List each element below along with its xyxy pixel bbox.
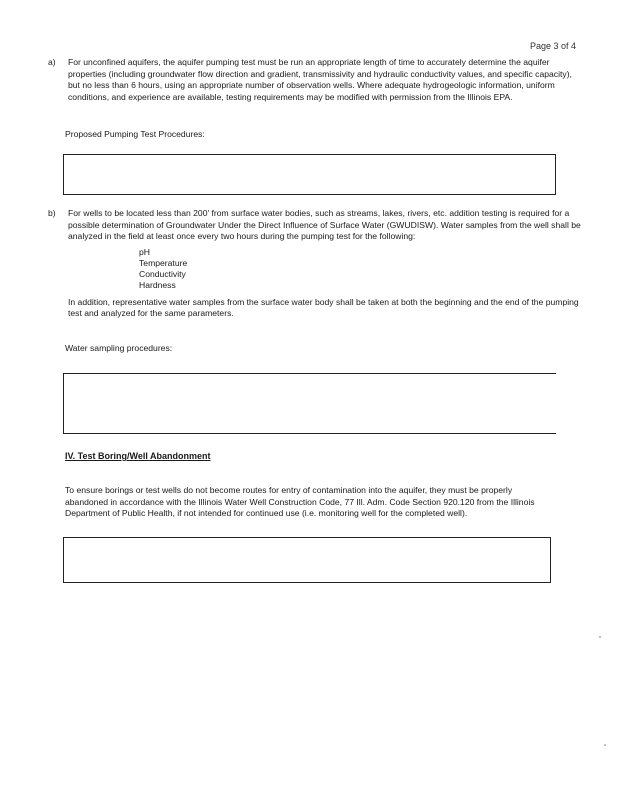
page-number: Page 3 of 4	[529, 41, 576, 51]
item-b-followup: In addition, representative water samples from the surface water body shall be taken at both the beginning and the end of the pumping test and analyzed for the same parameters.	[68, 296, 579, 319]
scan-speck	[599, 636, 601, 638]
water-sampling-prompt: Water sampling procedures:	[65, 343, 173, 353]
item-b-paragraph: For wells to be located less than 200' from surface water bodies, such as streams, lakes, rivers, etc. addition testing is required for a possible determination of Groundwater Under the Direct Influence of Surface Water (GWUDISW). Water samples from the well shall be analyzed in the field at least once every two hours during the pumping test for the following:	[68, 208, 581, 241]
parameter-item: Temperature	[139, 257, 188, 268]
item-b-marker: b)	[48, 208, 56, 218]
section-iv-text: To ensure borings or test wells do not become routes for entry of contamination into the aquifer, they must be properly abandoned in accordance with the Illinois Water Well Construction Code, 77 Ill. Adm. Code Section 920.120 from the Illinois Department of Public Health, if not intended for continued use (i.e. monitoring well for the completed well).	[65, 485, 535, 518]
item-a-marker: a)	[48, 57, 56, 67]
scan-speck	[604, 744, 606, 746]
parameter-item: Hardness	[139, 280, 176, 291]
section-iv-title: IV. Test Boring/Well Abandonment	[65, 451, 211, 461]
parameter-item: Conductivity	[139, 269, 186, 280]
parameter-item: pH	[139, 246, 150, 257]
item-a-text: For unconfined aquifers, the aquifer pumping test must be run an appropriate length of time to accurately determine the aquifer properties (including groundwater flow direction and gradient, transmissivity and hydraulic conductivity values, and specific capacity), but no less than 6 hours, using an appropriate number of observation wells. Where adequate hydrogeologic information, uniform conditions, and experience are available, testing requirements may be modified with permission from the Illinois EPA.	[68, 57, 572, 102]
pumping-test-prompt: Proposed Pumping Test Procedures:	[65, 129, 205, 139]
